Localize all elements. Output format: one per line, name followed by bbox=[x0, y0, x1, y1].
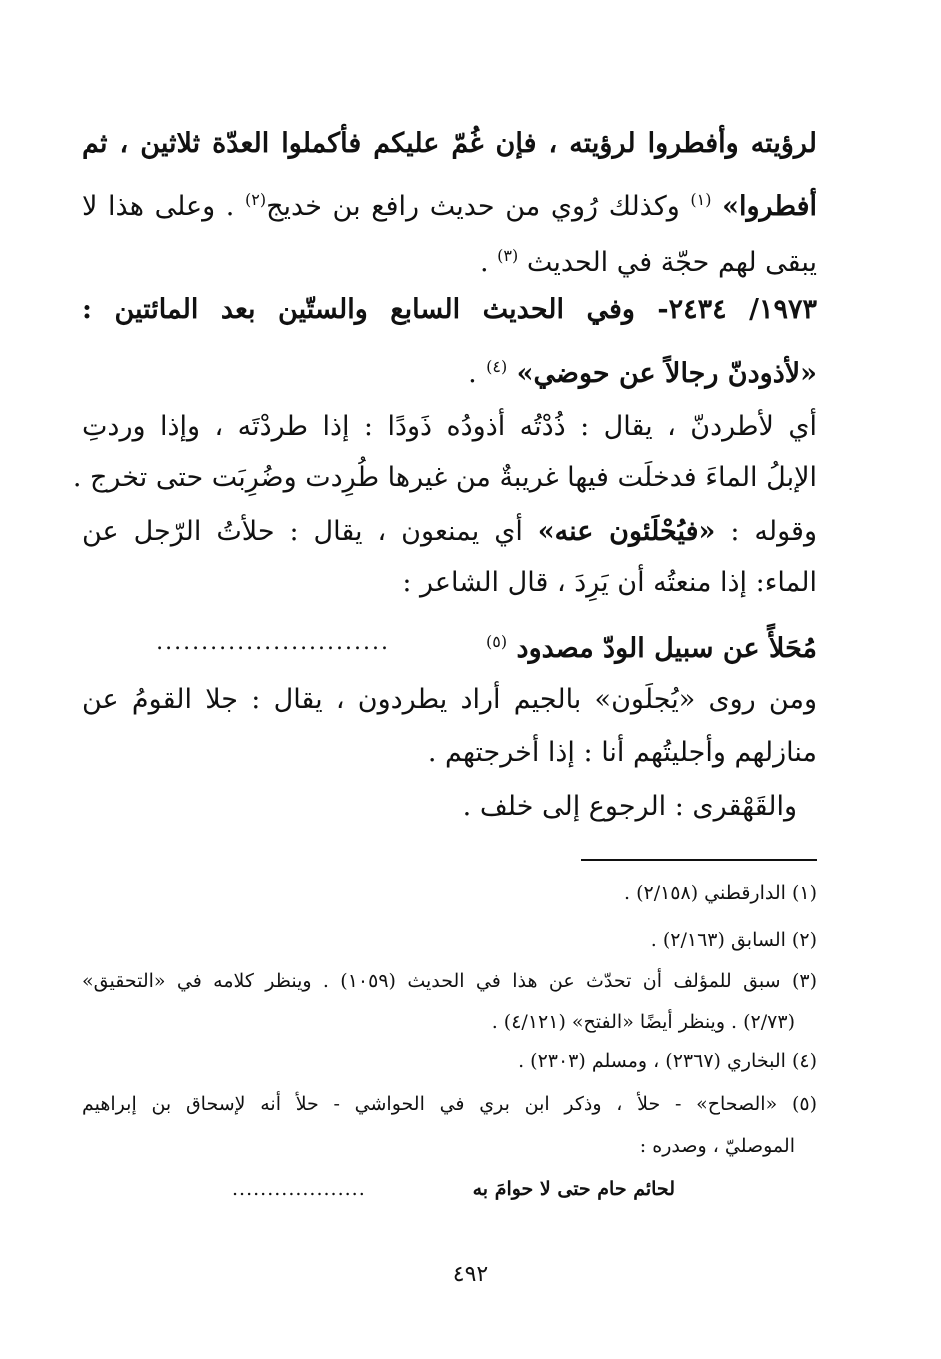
footnote: (٣) سبق للمؤلف أن تحدّث عن هذا في الحديث (١٠٥٩) . وينظر كلامه في «التحقيق» bbox=[82, 970, 818, 992]
verse-dots: .......................... bbox=[156, 630, 390, 655]
quote-end: أفطروا» bbox=[722, 191, 817, 222]
body-line: الإبلُ الماءَ فدخلَت فيها غريبةٌ من غيرها طُرِدت وضُرِبَت حتى تخرج . bbox=[72, 462, 817, 493]
body-line: منازلهم وأجليتُهم أنا : إذا أخرجتهم . bbox=[427, 737, 817, 768]
body-line: الماء: إذا منعتُه أن يَرِدَ ، قال الشاعر : bbox=[402, 567, 817, 598]
footnote-verse-dots: ................... bbox=[232, 1178, 366, 1200]
body-line bbox=[82, 512, 817, 552]
footnote-separator bbox=[581, 859, 817, 861]
hadith-text bbox=[82, 347, 817, 394]
hadith-heading: ١٩٧٣/ ٢٤٣٤- وفي الحديث السابع والستّين بعد المائتين : bbox=[82, 294, 817, 325]
footnote: (٢) السابق (٢/١٦٣) . bbox=[650, 929, 817, 951]
footnote: (٤) البخاري (٢٣٦٧) ، ومسلم (٢٣٠٣) . bbox=[518, 1050, 817, 1072]
page-number: ٤٩٢ bbox=[452, 1262, 489, 1287]
body-text: يبقى لهم حجّة في الحديث bbox=[526, 247, 817, 278]
body-line bbox=[82, 180, 817, 227]
footnote: (٢/٧٣) . وينظر أيضًا «الفتح» (٤/١٢١) . bbox=[491, 1011, 795, 1033]
footnote-ref: (٣) bbox=[497, 246, 519, 265]
footnote-ref: (٢) bbox=[245, 190, 267, 209]
quoted-word: «فيُحْلَئون عنه» bbox=[537, 516, 716, 547]
body-line: والقَهْقرى : الرجوع إلى خلف . bbox=[462, 791, 797, 822]
body-line bbox=[82, 236, 817, 283]
body-text: . bbox=[468, 358, 477, 389]
footnote-ref: (٥) bbox=[486, 632, 508, 651]
body-line: لرؤيته وأفطروا لرؤيته ، فإن غُمّ عليكم فأكملوا العدّة ثلاثين ، ثم bbox=[82, 128, 817, 159]
footnote: الموصليّ ، وصدره : bbox=[639, 1135, 795, 1157]
body-text: . وعلى هذا لا bbox=[82, 191, 235, 222]
footnote-verse: لحائم حام حتى لا حوامَ به bbox=[472, 1178, 675, 1200]
body-text: . bbox=[479, 247, 489, 278]
body-line: ومن روى «يُجلَون» بالجيم أراد يطردون ، يقال : جلا القومُ عن bbox=[82, 684, 817, 715]
verse-text: مُحَلأً عن سبيل الودّ مصدود bbox=[516, 633, 817, 664]
footnote: (٥) «الصحاح» - حلأ ، وذكر ابن بري في الحواشي - حلأ أنه لإسحاق بن إبراهيم bbox=[82, 1093, 817, 1115]
hadith-quote: «لأذودنّ رجالاً عن حوضي» bbox=[516, 358, 817, 389]
footnote-ref: (١) bbox=[690, 190, 712, 209]
body-line: أي لأطردنّ ، يقال : ذُدْتُه أذودُه ذَودًا : إذا طردْتَه ، وإذا وردتِ bbox=[82, 411, 817, 442]
footnote: (١) الدارقطني (٢/١٥٨) . bbox=[623, 882, 817, 904]
body-text: وقوله : bbox=[730, 516, 817, 547]
footnote-ref: (٤) bbox=[486, 357, 508, 376]
body-text: وكذلك رُوي من حديث رافع بن خديج bbox=[266, 191, 680, 222]
body-text: أي يمنعون ، يقال : حلأتُ الرّجل عن bbox=[82, 516, 523, 547]
